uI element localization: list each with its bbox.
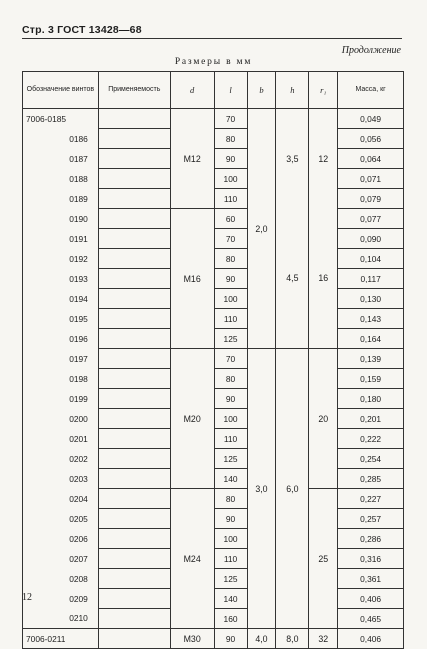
mass-cell: 0,071 [338, 169, 404, 189]
mass-cell: 0,285 [338, 469, 404, 489]
mass-cell: 0,227 [338, 489, 404, 509]
mass-cell: 0,104 [338, 249, 404, 269]
applicability-cell [98, 629, 170, 649]
designation-cell: 0198 [23, 369, 99, 389]
applicability-cell [98, 589, 170, 609]
b-cell: 2,0 [247, 109, 276, 349]
col-h: h [276, 72, 309, 109]
l-cell: 70 [214, 109, 247, 129]
table-row [23, 349, 404, 369]
mass-cell: 0,406 [338, 629, 404, 649]
table-row [23, 489, 404, 509]
designation-cell: 0203 [23, 469, 99, 489]
col-b: b [247, 72, 276, 109]
designation-cell: 0205 [23, 509, 99, 529]
designation-cell: 7006-0185 [23, 109, 99, 129]
h-cell: 3,5 [276, 109, 309, 209]
designation-cell: 0197 [23, 349, 99, 369]
applicability-cell [98, 269, 170, 289]
l-cell: 80 [214, 249, 247, 269]
r1-cell: 16 [309, 209, 338, 349]
l-cell: 100 [214, 409, 247, 429]
mass-cell: 0,139 [338, 349, 404, 369]
applicability-cell [98, 609, 170, 629]
l-cell: 160 [214, 609, 247, 629]
designation-cell: 0204 [23, 489, 99, 509]
applicability-cell [98, 169, 170, 189]
mass-cell: 0,079 [338, 189, 404, 209]
l-cell: 110 [214, 429, 247, 449]
mass-cell: 0,090 [338, 229, 404, 249]
l-cell: 70 [214, 349, 247, 369]
b-cell: 3,0 [247, 349, 276, 629]
l-cell: 80 [214, 489, 247, 509]
l-cell: 70 [214, 229, 247, 249]
designation-cell: 0196 [23, 329, 99, 349]
designation-cell: 0191 [23, 229, 99, 249]
h-cell: 4,5 [276, 209, 309, 349]
l-cell: 110 [214, 309, 247, 329]
mass-cell: 0,117 [338, 269, 404, 289]
designation-cell: 0207 [23, 549, 99, 569]
designation-cell: 0193 [23, 269, 99, 289]
applicability-cell [98, 149, 170, 169]
designation-cell: 0195 [23, 309, 99, 329]
designation-cell: 0201 [23, 429, 99, 449]
l-cell: 125 [214, 329, 247, 349]
d-cell: M12 [170, 109, 214, 209]
mass-cell: 0,056 [338, 129, 404, 149]
designation-cell: 0208 [23, 569, 99, 589]
applicability-cell [98, 389, 170, 409]
col-d: d [170, 72, 214, 109]
b-cell: 4,0 [247, 629, 276, 649]
table-row [23, 629, 404, 649]
l-cell: 100 [214, 289, 247, 309]
l-cell: 90 [214, 149, 247, 169]
applicability-cell [98, 489, 170, 509]
applicability-cell [98, 469, 170, 489]
mass-cell: 0,143 [338, 309, 404, 329]
mass-cell: 0,361 [338, 569, 404, 589]
col-r1: r₁ [309, 72, 338, 109]
mass-cell: 0,180 [338, 389, 404, 409]
designation-cell: 0186 [23, 129, 99, 149]
col-designation: Обозначение винтов [23, 72, 99, 109]
designation-cell: 7006-0211 [23, 629, 99, 649]
mass-cell: 0,406 [338, 589, 404, 609]
l-cell: 100 [214, 169, 247, 189]
designation-cell: 0188 [23, 169, 99, 189]
applicability-cell [98, 249, 170, 269]
applicability-cell [98, 509, 170, 529]
table-row [23, 209, 404, 229]
page-number: 12 [22, 592, 32, 603]
d-cell: M20 [170, 349, 214, 489]
designation-cell: 0192 [23, 249, 99, 269]
applicability-cell [98, 429, 170, 449]
l-cell: 110 [214, 189, 247, 209]
mass-cell: 0,164 [338, 329, 404, 349]
l-cell: 140 [214, 469, 247, 489]
designation-cell: 0190 [23, 209, 99, 229]
designation-cell: 0187 [23, 149, 99, 169]
applicability-cell [98, 369, 170, 389]
mass-cell: 0,257 [338, 509, 404, 529]
designation-cell: 0194 [23, 289, 99, 309]
col-mass: Масса, кг [338, 72, 404, 109]
applicability-cell [98, 189, 170, 209]
l-cell: 110 [214, 549, 247, 569]
applicability-cell [98, 289, 170, 309]
l-cell: 90 [214, 509, 247, 529]
page-header: Стр. 3 ГОСТ 13428—68 [22, 24, 142, 36]
mass-cell: 0,316 [338, 549, 404, 569]
mass-cell: 0,286 [338, 529, 404, 549]
l-cell: 100 [214, 529, 247, 549]
applicability-cell [98, 329, 170, 349]
mass-cell: 0,049 [338, 109, 404, 129]
header-rule [22, 38, 402, 39]
r1-cell: 32 [309, 629, 338, 649]
applicability-cell [98, 109, 170, 129]
r1-cell: 12 [309, 109, 338, 209]
h-cell: 6,0 [276, 349, 309, 629]
applicability-cell [98, 409, 170, 429]
designation-cell: 0199 [23, 389, 99, 409]
l-cell: 140 [214, 589, 247, 609]
applicability-cell [98, 449, 170, 469]
designation-cell: 0206 [23, 529, 99, 549]
l-cell: 60 [214, 209, 247, 229]
screw-dimensions-table [22, 71, 404, 649]
col-applicability: Применяемость [98, 72, 170, 109]
mass-cell: 0,465 [338, 609, 404, 629]
applicability-cell [98, 309, 170, 329]
table-header-row [23, 72, 404, 109]
l-cell: 125 [214, 569, 247, 589]
l-cell: 90 [214, 269, 247, 289]
applicability-cell [98, 209, 170, 229]
mass-cell: 0,201 [338, 409, 404, 429]
applicability-cell [98, 529, 170, 549]
designation-cell: 0189 [23, 189, 99, 209]
col-l: l [214, 72, 247, 109]
dimensions-caption: Размеры в мм [174, 57, 253, 67]
l-cell: 90 [214, 389, 247, 409]
mass-cell: 0,077 [338, 209, 404, 229]
table-row [23, 109, 404, 129]
designation-cell: 0202 [23, 449, 99, 469]
r1-cell: 20 [309, 349, 338, 489]
l-cell: 80 [214, 369, 247, 389]
designation-cell: 0210 [23, 609, 99, 629]
designation-cell: 0200 [23, 409, 99, 429]
applicability-cell [98, 229, 170, 249]
mass-cell: 0,222 [338, 429, 404, 449]
r1-cell: 25 [309, 489, 338, 629]
continuation-label: Продолжение [341, 45, 401, 56]
applicability-cell [98, 349, 170, 369]
designation-cell: 0209 [23, 589, 99, 609]
applicability-cell [98, 549, 170, 569]
d-cell: M24 [170, 489, 214, 629]
mass-cell: 0,254 [338, 449, 404, 469]
d-cell: M16 [170, 209, 214, 349]
mass-cell: 0,130 [338, 289, 404, 309]
mass-cell: 0,159 [338, 369, 404, 389]
l-cell: 125 [214, 449, 247, 469]
h-cell: 8,0 [276, 629, 309, 649]
l-cell: 80 [214, 129, 247, 149]
applicability-cell [98, 129, 170, 149]
mass-cell: 0,064 [338, 149, 404, 169]
applicability-cell [98, 569, 170, 589]
d-cell: M30 [170, 629, 214, 649]
l-cell: 90 [214, 629, 247, 649]
